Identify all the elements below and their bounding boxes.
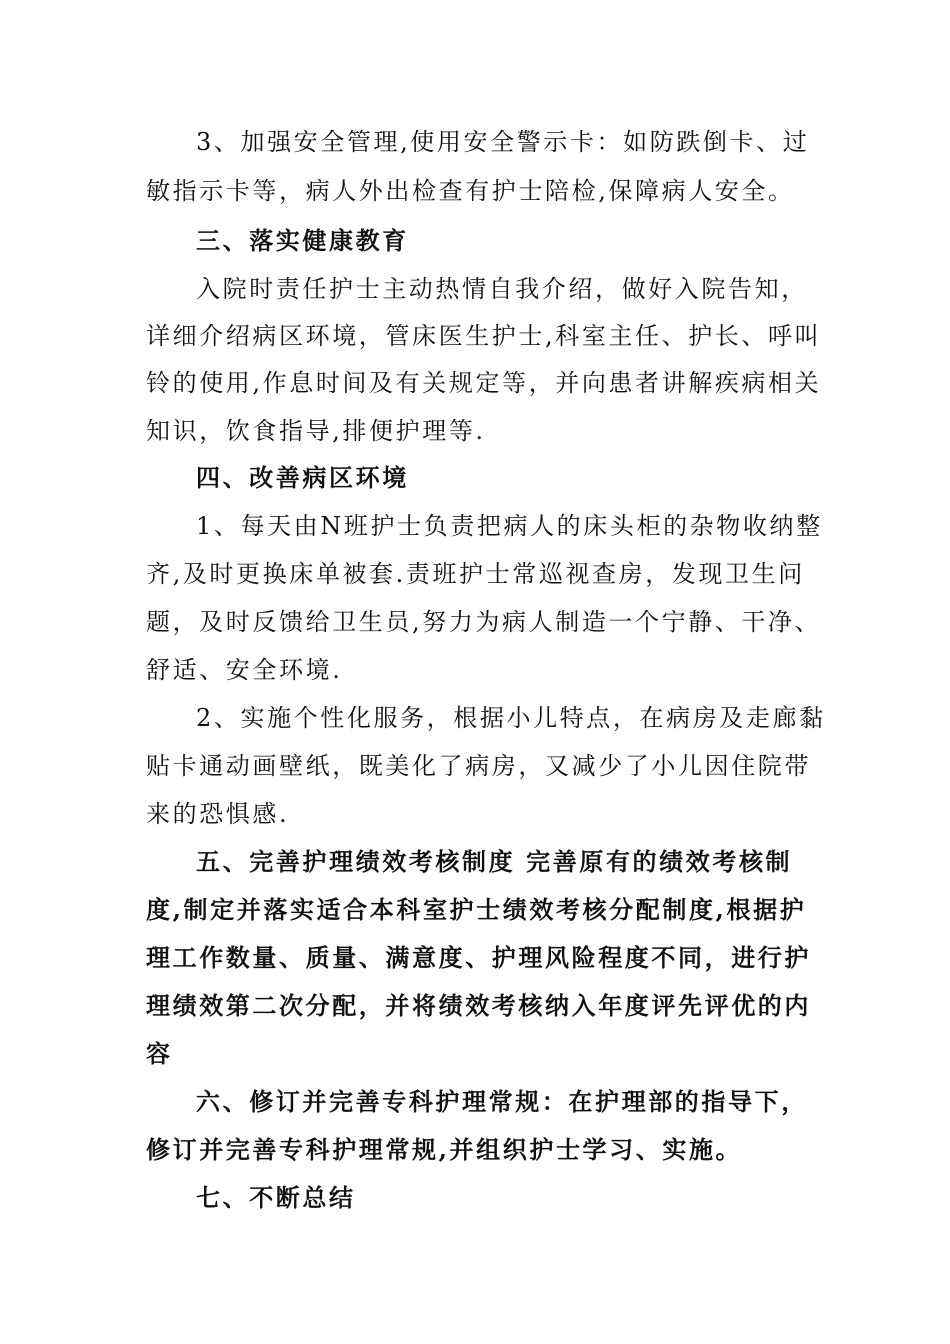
text-line: 题，及时反馈给卫生员,努力为病人制造一个宁静、干净、: [146, 608, 822, 636]
text-line: 齐,及时更换床单被套.责班护士常巡视查房，发现卫生问: [146, 560, 805, 588]
text-line: 铃的使用,作息时间及有关规定等，并向患者讲解疾病相关: [146, 369, 822, 397]
text-line: 修订并完善专科护理常规,并组织护士学习、实施。: [146, 1135, 743, 1164]
text-line: 舒适、安全环境.: [146, 656, 343, 684]
text-line: 知识，饮食指导,排便护理等.: [146, 417, 486, 445]
text-line: 2、实施个性化服务，根据小儿特点，在病房及走廊黏: [196, 704, 826, 732]
text-line: 入院时责任护士主动热情自我介绍，做好入院告知，: [196, 275, 808, 303]
text-line: 度,制定并落实适合本科室护士绩效考核分配制度,根据护: [146, 895, 807, 924]
text-line: 贴卡通动画壁纸，既美化了病房，又减少了小儿因住院带: [146, 752, 811, 780]
text-line: 理工作数量、质量、满意度、护理风险程度不同，进行护: [146, 943, 811, 972]
text-line: 容: [146, 1039, 173, 1068]
text-line: 理绩效第二次分配，并将绩效考核纳入年度评先评优的内: [146, 991, 811, 1020]
section-heading: 四、改善病区环境: [196, 463, 409, 492]
text-line: 3、加强安全管理,使用安全警示卡：如防跌倒卡、过: [196, 128, 810, 156]
text-line: 1、每天由N班护士负责把病人的床头柜的杂物收纳整: [196, 512, 823, 540]
section-heading: 七、不断总结: [196, 1183, 356, 1212]
section-heading: 五、完善护理绩效考核制度 完善原有的绩效考核制: [196, 847, 793, 876]
section-heading: 三、落实健康教育: [196, 226, 409, 255]
text-line: 来的恐惧感.: [146, 800, 290, 828]
text-line: 敏指示卡等，病人外出检查有护士陪检,保障病人安全。: [146, 177, 795, 205]
section-heading: 六、修订并完善专科护理常规：在护理部的指导下，: [196, 1087, 808, 1116]
text-line: 详细介绍病区环境，管床医生护士,科室主任、护长、呼叫: [146, 322, 822, 350]
